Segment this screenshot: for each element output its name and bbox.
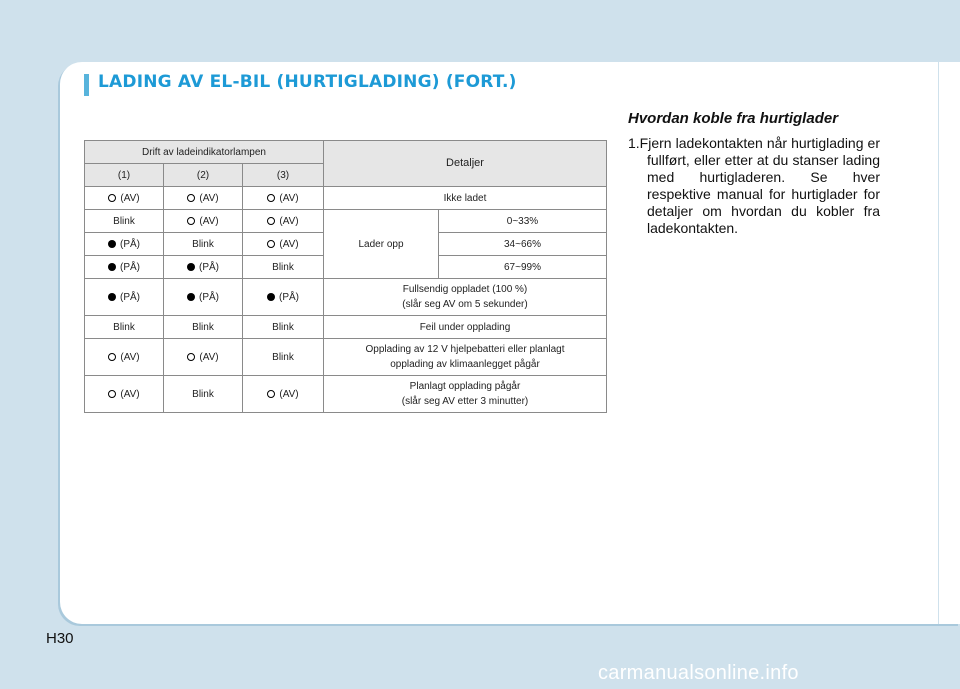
on-lamp-icon (187, 293, 195, 301)
lamp-cell: Blink (85, 316, 164, 339)
header-col-1: (1) (85, 164, 164, 187)
off-lamp-icon (108, 390, 116, 398)
on-lamp-icon (108, 263, 116, 271)
off-lamp-icon (267, 240, 275, 248)
table-row (85, 279, 607, 316)
lamp-cell: (AV) (243, 233, 324, 256)
off-lamp-icon (108, 353, 116, 361)
lamp-cell: Blink (164, 316, 243, 339)
off-lamp-icon (187, 353, 195, 361)
lamp-cell: (PÅ) (85, 256, 164, 279)
lamp-cell: (AV) (85, 339, 164, 376)
lamp-cell: (AV) (164, 210, 243, 233)
header-col-2: (2) (164, 164, 243, 187)
detail-cell: Ikke ladet (324, 187, 607, 210)
lamp-cell: Blink (164, 233, 243, 256)
page-number: H30 (46, 630, 74, 647)
header-col-3: (3) (243, 164, 324, 187)
header-details: Detaljer (324, 141, 607, 187)
on-lamp-icon (108, 240, 116, 248)
on-lamp-icon (187, 263, 195, 271)
header-indicator-operation: Drift av ladeindikatorlampen (85, 141, 324, 164)
charging-indicator-table (84, 140, 607, 413)
detail-cell: Planlagt opplading pågår (slår seg AV etter 3 minutter) (324, 376, 607, 413)
detail-cell: 0~33% (439, 210, 607, 233)
detail-cell: Opplading av 12 V hjelpebatteri eller planlagt opplading av klimaanlegget pågår (324, 339, 607, 376)
instruction-step-1: 1.Fjern ladekontakten når hurtiglading er fullført, eller etter at du stanser lading med hurtigladeren. Se hver respektive manual for hurtiglader for detaljer om hvordan du kobler fra ladekontakten. (628, 135, 880, 236)
off-lamp-icon (267, 194, 275, 202)
lamp-cell: (PÅ) (164, 256, 243, 279)
on-lamp-icon (108, 293, 116, 301)
lamp-cell: (PÅ) (85, 279, 164, 316)
off-lamp-icon (108, 194, 116, 202)
table-row (85, 210, 607, 233)
on-lamp-icon (267, 293, 275, 301)
lamp-cell: (PÅ) (85, 233, 164, 256)
lamp-cell: Blink (164, 376, 243, 413)
sub-heading: Hvordan koble fra hurtiglader (628, 110, 839, 127)
detail-cell: Fullsendig oppladet (100 %) (slår seg AV om 5 sekunder) (324, 279, 607, 316)
charging-status-cell: Lader opp (324, 210, 439, 279)
table-row (85, 376, 607, 413)
lamp-cell: Blink (243, 316, 324, 339)
off-lamp-icon (187, 217, 195, 225)
detail-cell: 67~99% (439, 256, 607, 279)
lamp-cell: Blink (85, 210, 164, 233)
lamp-cell: Blink (243, 256, 324, 279)
detail-cell: Feil under opplading (324, 316, 607, 339)
lamp-cell: (AV) (243, 210, 324, 233)
table-row (85, 339, 607, 376)
lamp-cell: (AV) (243, 376, 324, 413)
off-lamp-icon (267, 217, 275, 225)
lamp-cell: (AV) (164, 339, 243, 376)
disconnect-instructions (628, 110, 880, 237)
table-row (85, 187, 607, 210)
table-row (85, 316, 607, 339)
lamp-cell: (AV) (243, 187, 324, 210)
title-accent-bar (84, 74, 89, 96)
detail-cell: 34~66% (439, 233, 607, 256)
lamp-cell: (PÅ) (243, 279, 324, 316)
lamp-cell: (AV) (85, 187, 164, 210)
right-rule (938, 62, 939, 624)
section-title: LADING AV EL-BIL (HURTIGLADING) (FORT.) (98, 72, 517, 92)
lamp-cell: (AV) (164, 187, 243, 210)
off-lamp-icon (187, 194, 195, 202)
lamp-cell: (PÅ) (164, 279, 243, 316)
lamp-cell: Blink (243, 339, 324, 376)
off-lamp-icon (267, 390, 275, 398)
lamp-cell: (AV) (85, 376, 164, 413)
watermark: carmanualsonline.info (598, 662, 799, 684)
